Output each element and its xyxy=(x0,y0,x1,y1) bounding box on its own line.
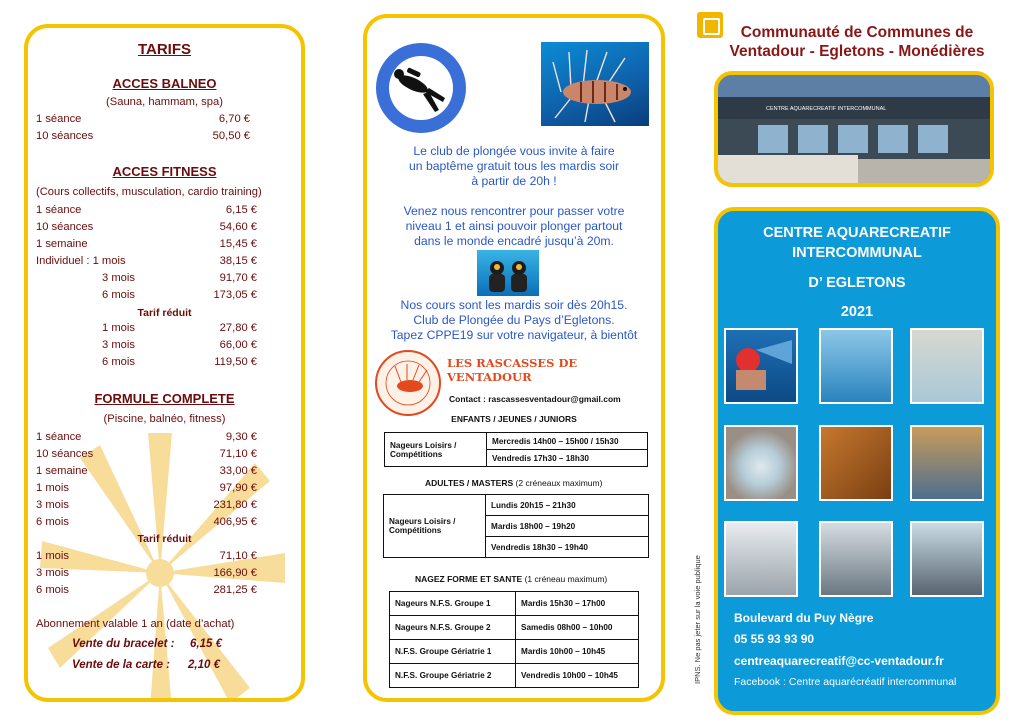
schedule-group: Nageurs N.F.S. Groupe 2 xyxy=(390,616,516,640)
price-label: 3 mois xyxy=(102,272,135,284)
fitness-desc: (Cours collectifs, musculation, cardio training) xyxy=(36,186,262,198)
price-label: 10 séances xyxy=(36,221,94,233)
photo-indoor-pool xyxy=(910,425,984,501)
lionfish-photo xyxy=(541,42,649,126)
enfants-schedule-table xyxy=(384,432,648,467)
price-value: 97,90 € xyxy=(219,482,257,494)
schedule-group: N.F.S. Groupe Gériatrie 1 xyxy=(390,640,516,664)
photo-gym-machines xyxy=(724,521,798,597)
center-year: 2021 xyxy=(840,304,874,320)
price-value: 9,30 € xyxy=(225,431,257,443)
price-value: 406,95 € xyxy=(213,516,257,528)
forme-schedule-table xyxy=(389,591,639,688)
org-name-line1: Communauté de Communes de xyxy=(740,24,974,41)
price-label: Individuel : 1 mois xyxy=(36,255,126,267)
center-info-panel xyxy=(714,207,1000,715)
photo-pool-slide xyxy=(910,328,984,404)
price-value: 166,90 € xyxy=(213,567,257,579)
divers-icon xyxy=(477,250,539,296)
forme-note: (1 créneau maximum) xyxy=(524,574,608,584)
price-label: 1 séance xyxy=(36,431,82,443)
tarifs-title: TARIFS xyxy=(137,41,192,58)
lionfish-icon xyxy=(541,42,649,126)
price-label: 6 mois xyxy=(102,289,135,301)
price-value: 71,10 € xyxy=(219,448,257,460)
schedule-slot: Vendredis 18h30 – 19h40 xyxy=(486,537,649,558)
price-value: 66,00 € xyxy=(219,339,257,351)
photo-pool-swimmers xyxy=(819,328,893,404)
price-value: 71,10 € xyxy=(219,550,257,562)
schedule-group: N.F.S. Groupe Gériatrie 2 xyxy=(390,664,516,688)
rascasses-logo xyxy=(373,348,443,418)
enfants-heading: ENFANTS / JEUNES / JUNIORS xyxy=(451,414,577,424)
center-title-line3: D’ EGLETONS xyxy=(808,275,906,291)
price-label: 6 mois xyxy=(36,584,69,596)
price-value: 281,25 € xyxy=(213,584,257,596)
diving-club-logo xyxy=(373,40,469,136)
adultes-schedule-table xyxy=(383,494,649,558)
schedule-group: Nageurs N.F.S. Groupe 1 xyxy=(390,592,516,616)
price-label: 3 mois xyxy=(102,339,135,351)
price-value: 54,60 € xyxy=(219,221,257,233)
price-value: 6,15 € xyxy=(225,204,257,216)
price-label: 3 mois xyxy=(36,499,69,511)
schedule-slot: Mardis 18h00 – 19h20 xyxy=(486,516,649,537)
org-name-line2: Ventadour - Egletons - Monédières xyxy=(729,43,985,60)
subscription-note: Abonnement valable 1 an (date d’achat) xyxy=(36,618,235,630)
center-phone[interactable]: 05 55 93 93 90 xyxy=(734,632,815,646)
price-label: 1 semaine xyxy=(36,238,88,250)
adultes-heading xyxy=(425,478,602,488)
balneo-heading: ACCES BALNEO xyxy=(112,76,217,91)
photo-spa xyxy=(724,425,798,501)
price-label: 1 séance xyxy=(36,113,82,125)
price-value: 173,05 € xyxy=(213,289,257,301)
price-label: 1 semaine xyxy=(36,465,88,477)
schedule-slot: Vendredis 17h30 – 18h30 xyxy=(487,450,648,467)
bracelet-price: 6,15 € xyxy=(190,638,222,650)
price-label: 10 séances xyxy=(36,448,94,460)
diving-club-panel xyxy=(363,14,665,702)
schedule-slot: Mercredis 14h00 – 15h00 / 15h30 xyxy=(487,433,648,450)
divers-photo xyxy=(477,250,539,296)
price-label: 3 mois xyxy=(36,567,69,579)
building-sign: CENTRE AQUARECREATIF INTERCOMMUNAL xyxy=(766,106,887,112)
forme-title: NAGEZ FORME ET SANTE xyxy=(415,574,523,584)
club-courses-text: Nos cours sont les mardis soir dès 20h15. Club de Plongée du Pays d’Egletons. Tapez CPPE19 sur votre navigateur, à bientôt xyxy=(390,298,638,342)
price-label: 1 mois xyxy=(102,322,135,334)
club-contact: Contact : rascassesventadour@gmail.com xyxy=(449,394,621,404)
schedule-slot: Samedis 08h00 – 10h00 xyxy=(516,616,639,640)
center-email[interactable]: centreaquarecreatif@cc-ventadour.fr xyxy=(734,654,944,668)
photo-swimmer xyxy=(724,328,798,404)
center-address: Boulevard du Puy Nègre xyxy=(734,611,874,625)
schedule-group: Nageurs Loisirs / Compétitions xyxy=(384,495,486,558)
complete-desc: (Piscine, balnéo, fitness) xyxy=(103,413,226,425)
schedule-slot: Vendredis 10h00 – 10h45 xyxy=(516,664,639,688)
center-facebook[interactable]: Facebook : Centre aquarécréatif intercommunal xyxy=(734,676,957,688)
center-title-line1: CENTRE AQUARECREATIF xyxy=(763,225,951,241)
price-value: 27,80 € xyxy=(219,322,257,334)
reduced-rate-label: Tarif réduit xyxy=(137,533,192,545)
price-value: 15,45 € xyxy=(219,238,257,250)
price-value: 38,15 € xyxy=(219,255,257,267)
club-level-text: Venez nous rencontrer pour passer votre niveau 1 et ainsi pouvoir plonger partout dans le monde encadré jusqu’à 20m. xyxy=(403,204,625,248)
price-value: 91,70 € xyxy=(219,272,257,284)
photo-sauna xyxy=(819,425,893,501)
rascasses-title: LES RASCASSES DE VENTADOUR xyxy=(447,356,578,384)
card-label: Vente de la carte : xyxy=(72,659,171,671)
price-value: 50,50 € xyxy=(212,130,250,142)
price-label: 6 mois xyxy=(36,516,69,528)
adultes-note: (2 créneaux maximum) xyxy=(515,478,603,488)
price-value: 119,50 € xyxy=(214,356,257,368)
schedule-group: Nageurs Loisirs / Compétitions xyxy=(385,433,487,467)
ipns-note: IPNS. Ne pas jeter sur la voie publique xyxy=(693,555,702,684)
club-intro-text: Le club de plongée vous invite à faire un baptême gratuit tous les mardis soir à partir de 20h ! xyxy=(409,144,619,188)
photo-cardio-room xyxy=(910,521,984,597)
forme-heading xyxy=(415,574,607,584)
card-price: 2,10 € xyxy=(188,659,220,671)
building-illustration xyxy=(718,75,990,183)
photo-fitness-class xyxy=(819,521,893,597)
schedule-slot: Mardis 10h00 – 10h45 xyxy=(516,640,639,664)
price-value: 231,80 € xyxy=(213,499,257,511)
swimmer-icon xyxy=(726,330,796,402)
bracelet-label: Vente du bracelet : xyxy=(72,638,175,650)
price-label: 10 séances xyxy=(36,130,94,142)
schedule-slot: Lundis 20h15 – 21h30 xyxy=(486,495,649,516)
price-label: 1 séance xyxy=(36,204,82,216)
center-title-line2: INTERCOMMUNAL xyxy=(792,245,922,261)
price-value: 6,70 € xyxy=(218,113,250,125)
balneo-desc: (Sauna, hammam, spa) xyxy=(106,96,223,108)
building-photo xyxy=(714,71,994,187)
schedule-slot: Mardis 15h30 – 17h00 xyxy=(516,592,639,616)
reduced-rate-label: Tarif réduit xyxy=(137,307,192,319)
complete-heading: FORMULE COMPLETE xyxy=(94,391,235,406)
price-label: 1 mois xyxy=(36,482,69,494)
price-value: 33,00 € xyxy=(219,465,257,477)
price-label: 6 mois xyxy=(102,356,135,368)
adultes-title: ADULTES / MASTERS xyxy=(425,478,514,488)
price-label: 1 mois xyxy=(36,550,69,562)
tarifs-panel xyxy=(24,24,305,702)
fitness-heading: ACCES FITNESS xyxy=(112,164,217,179)
